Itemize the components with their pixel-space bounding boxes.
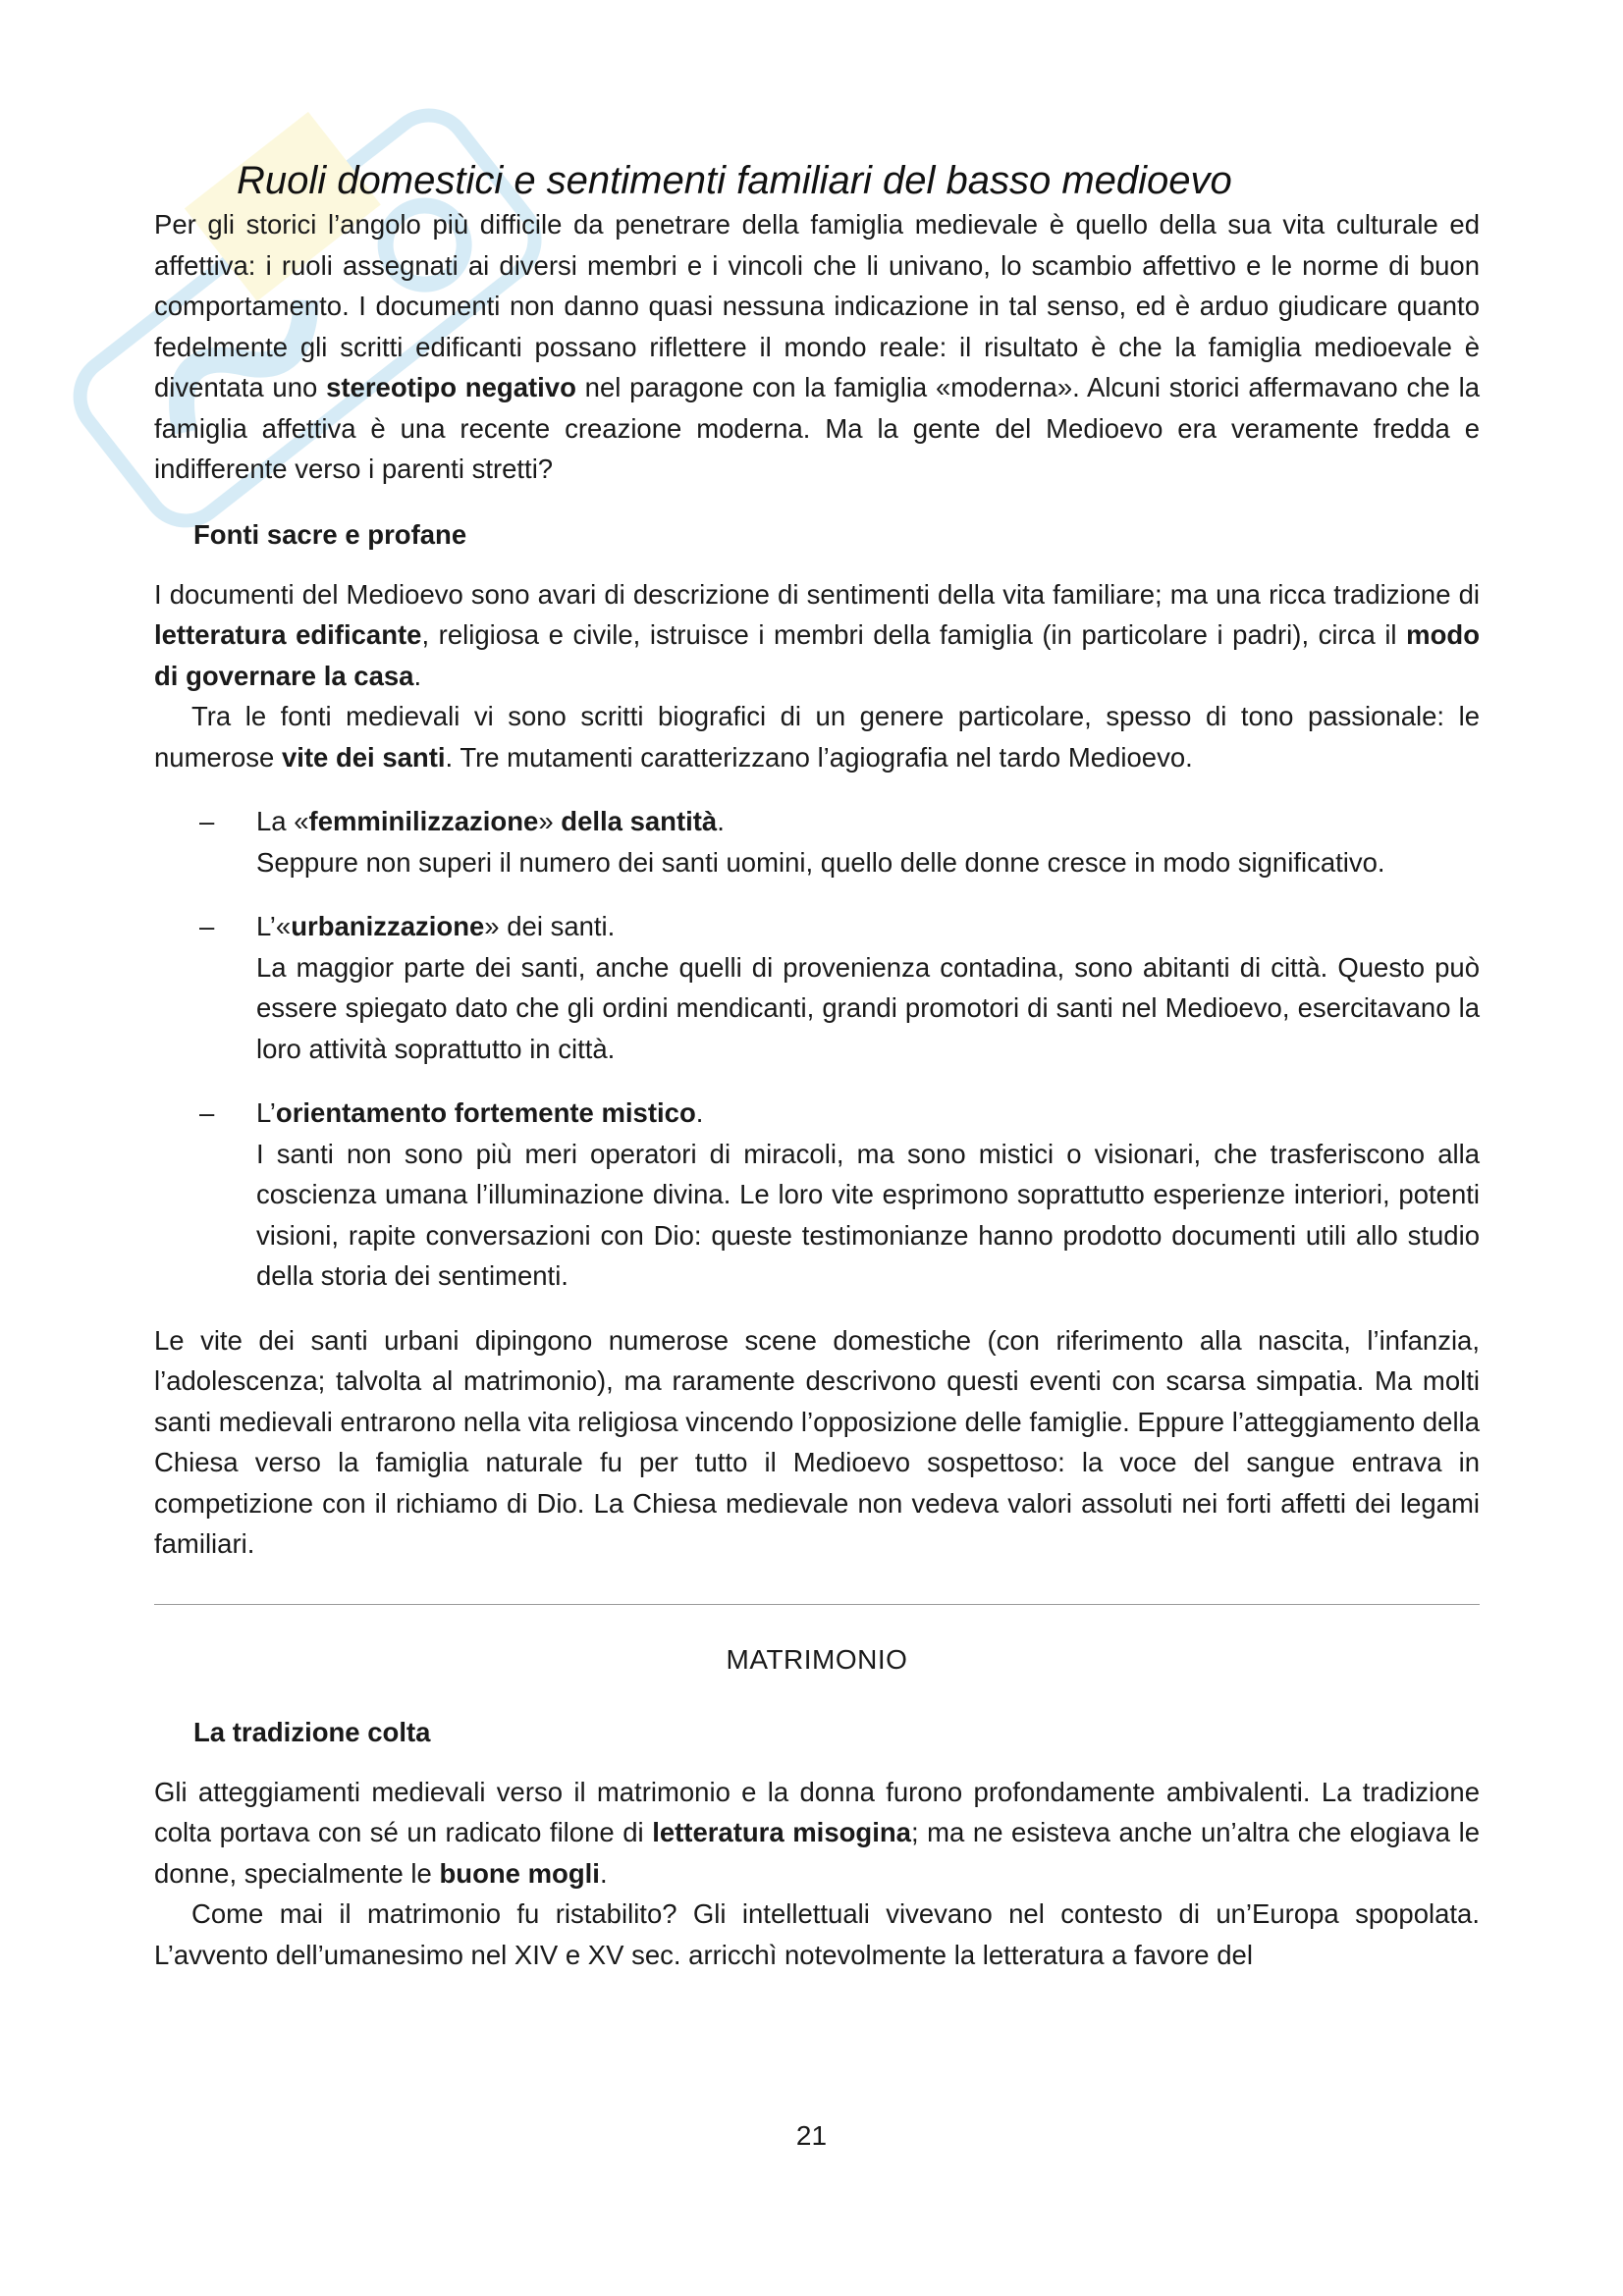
section-divider <box>154 1604 1480 1605</box>
section1-paragraph-2: Tra le fonti medievali vi sono scritti biografici di un genere particolare, spesso di tono passionale: le numerose vite dei santi. Tre mutamenti caratterizzano l’agiografia nel tardo Medioevo. <box>154 701 1480 773</box>
section1-paragraph-3: Le vite dei santi urbani dipingono numerose scene domestiche (con riferimento alla nascita, l’infanzia, l’adolescenza; talvolta al matrimonio), ma raramente descrivono questi eventi con scarsa simpatia. Ma molti santi medievali entrarono nella vita religiosa vincendo l’opposizione delle famiglie. Eppure l’atteggiamento della Chiesa verso la famiglia naturale fu per tutto il Medioevo sospettoso: la voce del sangue entrava in competizione con il richiamo di Dio. La Chiesa medievale non vedeva valori assoluti nei forti affetti dei legami familiari. <box>154 1324 1480 1559</box>
dash-bullet: – <box>199 806 215 836</box>
chapter2-paragraph-2: Come mai il matrimonio fu ristabilito? Gli intellettuali vivevano nel contesto di un’Europa spopolata. L’avvento dell’umanesimo nel XIV e XV sec. arricchì notevolmente la letteratura a favore del <box>154 1898 1480 1970</box>
dash-bullet: – <box>199 911 215 941</box>
bold-term: letteratura edificante <box>154 619 422 650</box>
list-item-text: La maggior parte dei santi, anche quelli di provenienza contadina, sono abitanti di città. Questo può essere spiegato dato che gli ordini mendicanti, grandi promotori di santi nel Medioevo, esercitavano la loro attività soprattutto in città. <box>256 951 1480 1064</box>
list-item-lead: L’«urbanizzazione» dei santi. <box>256 911 616 941</box>
section-heading-fonti: Fonti sacre e profane <box>193 518 467 550</box>
bold-term: vite dei santi <box>281 741 446 773</box>
intro-paragraph: Per gli storici l’angolo più difficile da penetrare della famiglia medievale è quello della sua vita culturale ed affettiva: i ruoli assegnati ai diversi membri e i vincoli che li univano, lo scambio affettivo e le norme di buon comportamento. I documenti non danno quasi nessuna indicazione in tal senso, ed è arduo giudicare quanto fedelmente gli scritti edificanti possano riflettere il mondo reale: il risultato è che la famiglia medioevale è diventata uno stereotipo negativo nel paragone con la famiglia «moderna». Alcuni storici affermavano che la famiglia affettiva è una recente creazione moderna. Ma la gente del Medioevo era veramente fredda e indifferente verso i parenti stretti? <box>154 209 1480 484</box>
dash-bullet: – <box>199 1097 215 1128</box>
hagiography-changes-list <box>154 801 1480 1297</box>
bold-term: letteratura misogina <box>652 1817 911 1847</box>
section1-paragraph-1: I documenti del Medioevo sono avari di descrizione di sentimenti della vita familiare; ma una ricca tradizione di letteratura edificante, religiosa e civile, istruisce i membri della famiglia (in particolare i padri), circa il modo di governare la casa. <box>154 578 1480 691</box>
list-item-text: Seppure non superi il numero dei santi uomini, quello delle donne cresce in modo significativo. <box>256 846 1385 878</box>
list-item-text: I santi non sono più meri operatori di miracoli, ma sono mistici o visionari, che trasferiscono alla coscienza umana l’illuminazione divina. Le loro vite esprimono soprattutto esperienze interiori, potenti visioni, rapite conversazioni con Dio: queste testimonianze hanno prodotto documenti utili allo studio della storia dei sentimenti. <box>256 1138 1480 1291</box>
list-item <box>154 801 1480 882</box>
list-item <box>154 906 1480 1069</box>
section-heading-tradizione: La tradizione colta <box>193 1716 431 1747</box>
chapter2-paragraph-1: Gli atteggiamenti medievali verso il matrimonio e la donna furono profondamente ambivalenti. La tradizione colta portava con sé un radicato filone di letteratura misogina; ma ne esisteva anche un’altra che elogiava le donne, specialmente le buone mogli. <box>154 1776 1480 1889</box>
bold-term: stereotipo negativo <box>326 372 576 402</box>
chapter-title-matrimonio: MATRIMONIO <box>726 1643 908 1675</box>
list-item-lead: L’orientamento fortemente mistico. <box>256 1097 704 1128</box>
page-number: 21 <box>795 2120 828 2151</box>
document-title: Ruoli domestici e sentimenti familiari del basso medioevo <box>237 159 1232 202</box>
document-page <box>154 147 1480 1975</box>
bold-term: modo di governare la casa <box>154 619 1480 691</box>
list-item-lead: La «femminilizzazione» della santità. <box>256 806 725 836</box>
list-item <box>154 1093 1480 1297</box>
bold-term: buone mogli <box>439 1857 600 1889</box>
